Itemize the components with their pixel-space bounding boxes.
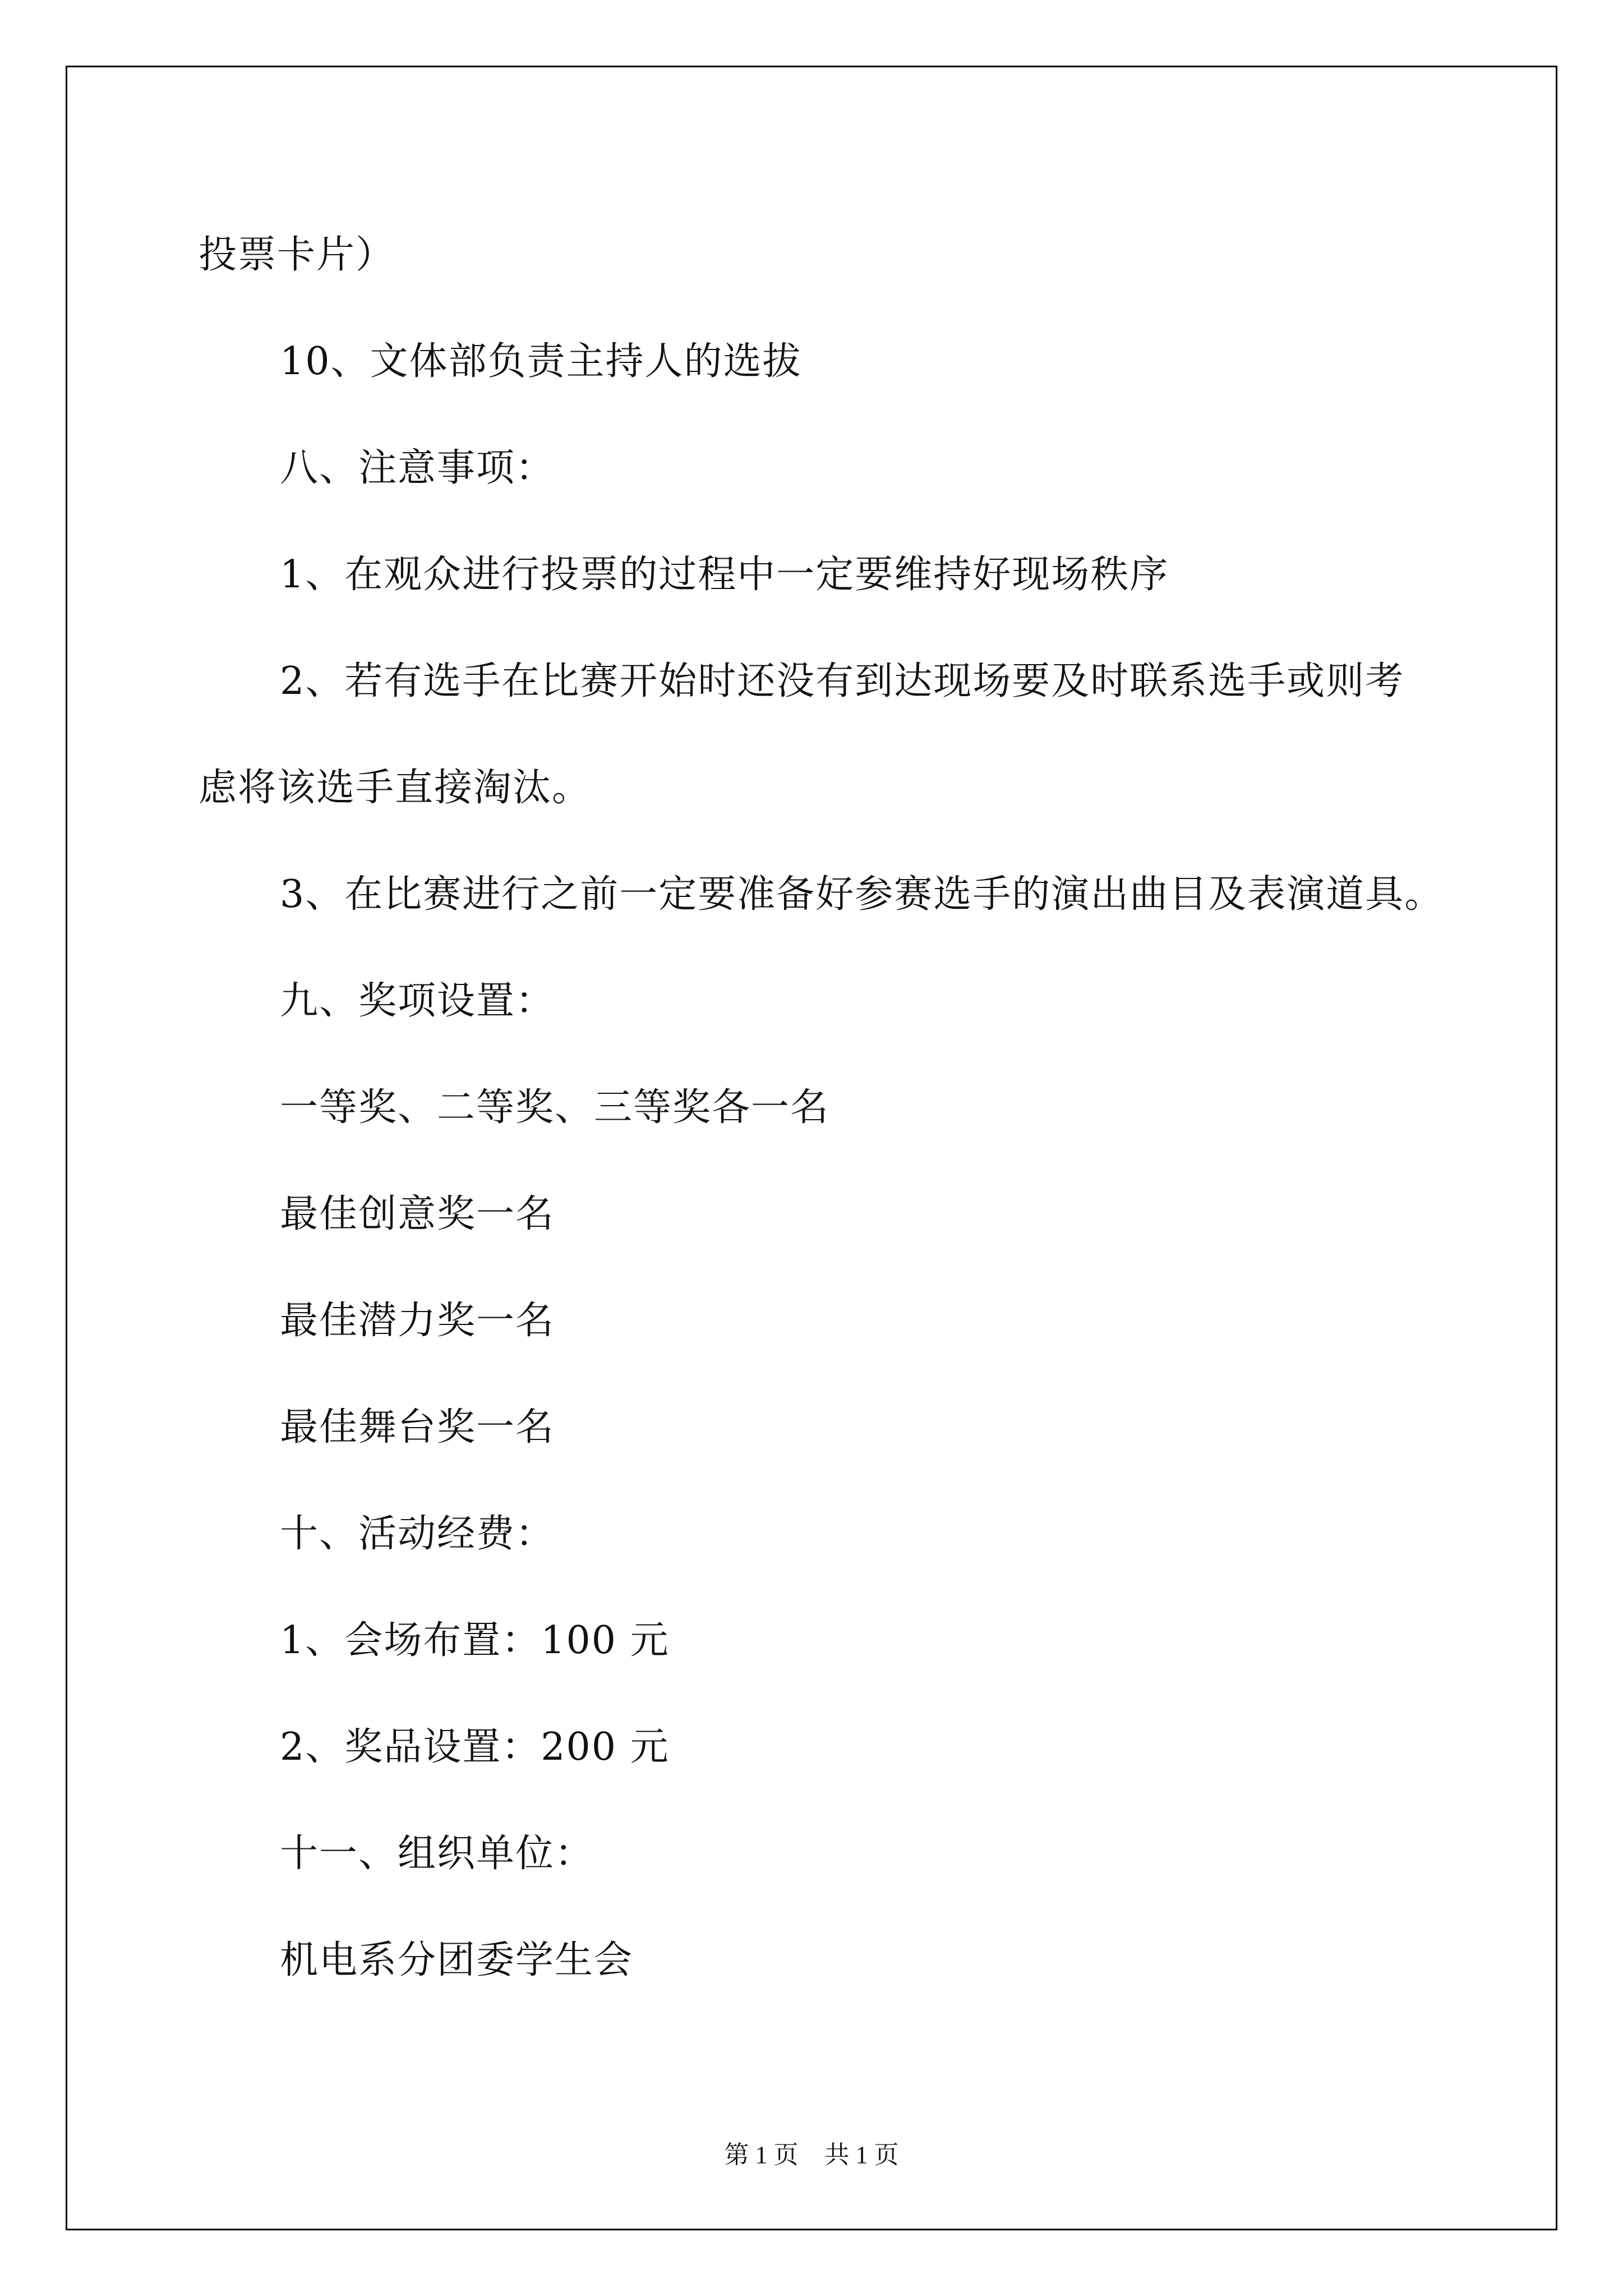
text-line-11: 最佳潜力奖一名 bbox=[280, 1299, 555, 1343]
text-line-12: 最佳舞台奖一名 bbox=[280, 1405, 555, 1450]
page-number: 第 1 页 bbox=[724, 2141, 799, 2169]
text-line-5: 2、若有选手在比赛开始时还没有到达现场要及时联系选手或则考 bbox=[280, 659, 1405, 703]
text-line-1: 投票卡片） bbox=[199, 233, 395, 277]
text-line-7: 3、在比赛进行之前一定要准备好参赛选手的演出曲目及表演道具。 bbox=[280, 872, 1444, 917]
text-line-6: 虑将该选手直接淘汰。 bbox=[199, 766, 592, 810]
page-total: 共 1 页 bbox=[824, 2141, 899, 2169]
section-heading-8: 八、注意事项： bbox=[280, 446, 555, 490]
text-line-2: 10、文体部负责主持人的选拔 bbox=[280, 339, 802, 384]
document-body bbox=[199, 202, 1460, 2014]
page-footer bbox=[0, 2134, 1623, 2170]
section-heading-10: 十、活动经费： bbox=[280, 1512, 555, 1556]
text-line-14: 1、会场布置：100 元 bbox=[280, 1618, 670, 1663]
text-line-10: 最佳创意奖一名 bbox=[280, 1192, 555, 1236]
text-line-17: 机电系分团委学生会 bbox=[280, 1938, 634, 1982]
text-line-4: 1、在观众进行投票的过程中一定要维持好现场秩序 bbox=[280, 553, 1169, 597]
text-line-15: 2、奖品设置：200 元 bbox=[280, 1725, 670, 1769]
section-heading-9: 九、奖项设置： bbox=[280, 979, 555, 1023]
text-line-9: 一等奖、二等奖、三等奖各一名 bbox=[280, 1085, 830, 1130]
section-heading-11: 十一、组织单位： bbox=[280, 1832, 594, 1876]
